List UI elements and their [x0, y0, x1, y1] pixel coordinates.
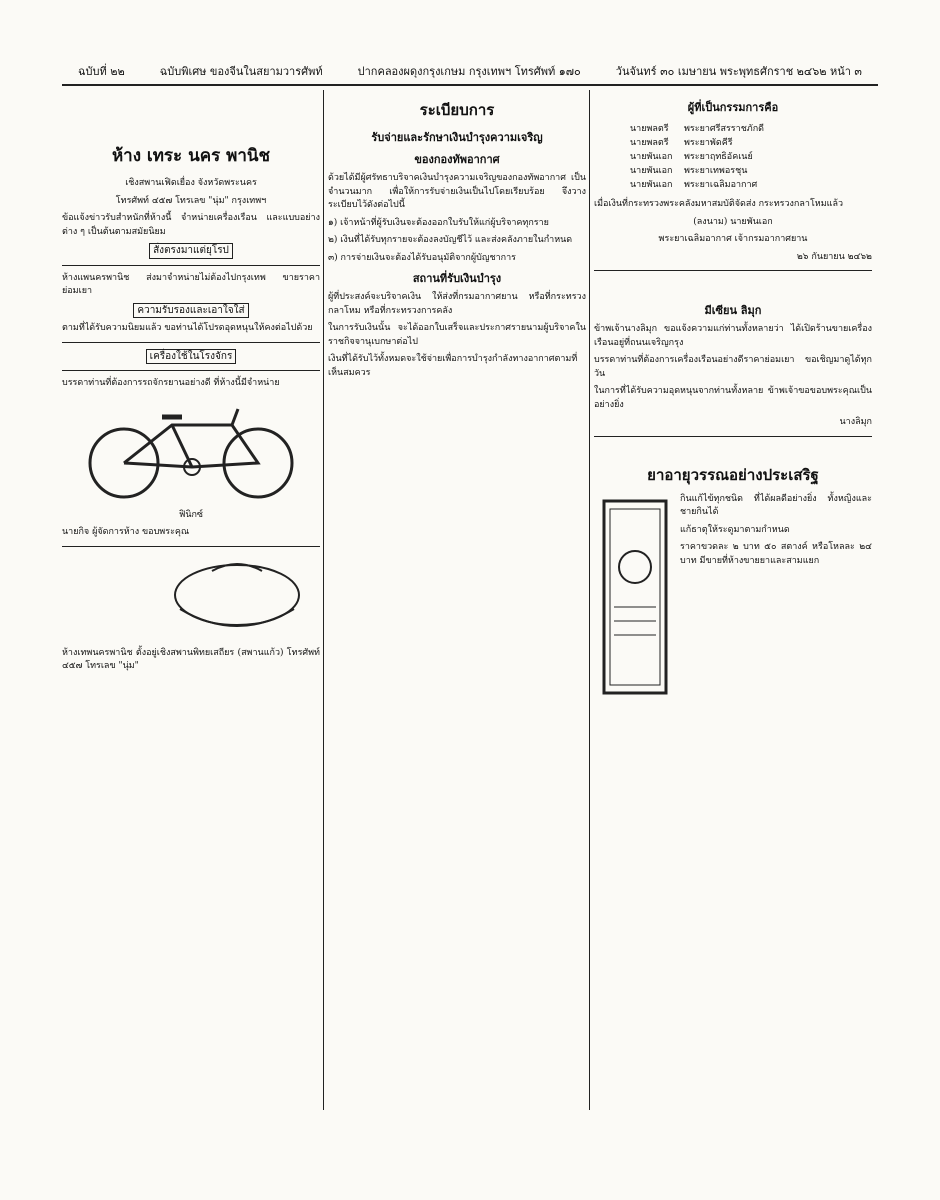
committee-title: ผู้ที่เป็นกรรมการคือ	[687, 101, 779, 114]
signature-line-1: (ลงนาม) นายพันเอก	[693, 216, 773, 227]
bicycle-brand: ฟินิกซ์	[178, 509, 204, 520]
store-footer: ห้างเทพนครพานิช ตั้งอยู่เชิงสพานพิทยเสถียร (สพานแก้ว) โทรศัพท์ ๔๕๗ โทรเลข "นุ่ม"	[62, 647, 320, 671]
store-paragraph-2: ห้างแพนครพานิช ส่งมาจำหน่ายไม่ต้องไปกรุงเทพ ขายราคาย่อมเยา	[62, 272, 320, 296]
list-item: นายพลตรี พระยาศรีสรราชภักดี	[630, 124, 765, 134]
publisher-address: ปากคลองผดุงกรุงเกษม กรุงเทพฯ โทรศัพท์ ๑๗๐	[357, 65, 581, 78]
regulation-subtitle: รับจ่ายและรักษาเงินบำรุงความเจริญ	[371, 131, 543, 144]
divider	[62, 265, 320, 266]
signature-line-2: พระยาเฉลิมอากาศ เจ้ากรมอากาศยาน	[658, 234, 808, 244]
column-divider-2	[589, 90, 590, 1110]
manager-note: นายกิจ ผู้จัดการห้าง ขอบพระคุณ	[62, 527, 190, 537]
list-item: นายพันเอก พระยาเฉลิมอากาศ	[630, 180, 758, 190]
regulation-paragraph-5: ผู้ที่ประสงค์จะบริจาคเงิน ให้ส่งที่กรมอากาศยาน หรือที่กระทรวงกลาโหม หรือที่กระทรวงการคลัง	[328, 292, 586, 316]
column-left	[62, 94, 320, 1110]
notice-paragraph-1: ข้าพเจ้านางลิมุก ขอแจ้งความแก่ท่านทั้งหลายว่า ได้เปิดร้านขายเครื่องเรือนอยู่ที่ถนนเจริญกรุง	[594, 324, 872, 348]
regulation-subhead: สถานที่รับเงินบำรุง	[412, 272, 502, 285]
store-address: เชิงสพานเฟิดเยื่อง จังหวัดพระนคร	[125, 178, 257, 188]
volume-number: ฉบับที่ ๒๒	[78, 65, 125, 78]
notice-paragraph-2: บรรดาท่านที่ต้องการเครื่องเรือนอย่างดีราคาย่อมเยา ขอเชิญมาดูได้ทุกวัน	[594, 355, 872, 379]
notice-title: มีเซียน ลิมุก	[704, 304, 762, 317]
list-item: นายพันเอก พระยาฤทธิอัคเนย์	[630, 152, 753, 162]
store-telephone: โทรศัพท์ ๔๕๗ โทรเลข "นุ่ม" กรุงเทพฯ	[115, 195, 267, 206]
boxed-phrase-3: เครื่องใช้ในโรงจักร	[146, 349, 237, 365]
divider	[62, 342, 320, 343]
regulation-paragraph-6: ในการรับเงินนั้น จะได้ออกใบเสร็จและประกาศรายนามผู้บริจาคในราชกิจจานุเบกษาต่อไป	[328, 323, 586, 347]
column-center	[328, 94, 586, 1110]
signature-date: ๒๖ กันยายน ๒๔๖๒	[796, 251, 872, 262]
medicine-ad-line-1: กินแก้ไข้ทุกชนิด ที่ได้ผลดีอย่างยิ่ง ทั้งหญิงและชายกินได้	[680, 493, 872, 517]
column-divider-1	[323, 90, 324, 1110]
medicine-bottle-illustration	[598, 497, 672, 697]
medicine-ad-line-3: ราคาขวดละ ๒ บาท ๕๐ สตางค์ หรือโหลละ ๒๔ บาท มีขายที่ห้างขายยาและสามแยก	[680, 542, 872, 566]
page-header	[78, 62, 862, 80]
list-item: นายพลตรี พระยาพัดคีรี	[630, 138, 733, 148]
regulation-subtitle-2: ของกองทัพอากาศ	[414, 153, 500, 166]
committee-paragraph: เมื่อเงินที่กระทรวงพระคลังมหาสมบัติจัดส่ง กระทรวงกลาโหมแล้ว	[594, 199, 844, 209]
regulation-paragraph-2: ๑) เจ้าหน้าที่ผู้รับเงินจะต้องออกใบรับให้แก่ผู้บริจาคทุกราย	[328, 217, 549, 228]
divider	[594, 436, 872, 437]
store-title: ห้าง เทระ นคร พานิช	[111, 146, 271, 166]
store-intro: ข้อแจ้งข่าวรับสำหนักที่ห้างนี้ จำหน่ายเครื่องเรือน และแบบอย่างต่าง ๆ เป็นต้นตามสมัยนิยม	[62, 213, 320, 237]
list-item: นายพันเอก พระยาเทพอรชุน	[630, 166, 748, 176]
store-paragraph-3: ตามที่ได้รับความนิยมแล้ว ขอท่านได้โปรดอุดหนุนให้คงต่อไปด้วย	[62, 323, 313, 333]
issue-date: วันจันทร์ ๓๐ เมษายน พระพุทธศักราช ๒๔๖๒ หน้า ๓	[615, 65, 862, 78]
pot-illustration	[62, 553, 320, 643]
divider	[62, 370, 320, 371]
divider	[62, 546, 320, 547]
boxed-phrase-1: สั่งตรงมาแต่ยุโรป	[149, 243, 233, 259]
divider	[594, 270, 872, 271]
header-rule	[62, 84, 878, 86]
bicycle-ad-text: บรรดาท่านที่ต้องการรถจักรยานอย่างดี ที่ห้างนี้มีจำหน่าย	[62, 378, 280, 388]
edition-label: ฉบับพิเศษ ของจีนในสยามวารศัพท์	[159, 65, 323, 78]
medicine-ad-line-2: แก้ธาตุให้ระดูมาตามกำหนด	[680, 524, 790, 535]
boxed-phrase-2: ความรับรองและเอาใจใส่	[133, 303, 248, 319]
regulation-paragraph-4: ๓) การจ่ายเงินจะต้องได้รับอนุมัติจากผู้บัญชาการ	[328, 252, 517, 263]
committee-list	[630, 122, 872, 192]
notice-signature: นางลิมุก	[839, 417, 872, 427]
medicine-ad-title: ยาอายุวรรณอย่างประเสริฐ	[647, 465, 819, 484]
regulation-paragraph-3: ๒) เงินที่ได้รับทุกรายจะต้องลงบัญชีไว้ และส่งคลังภายในกำหนด	[328, 235, 573, 245]
regulation-title: ระเบียบการ	[419, 101, 495, 119]
column-right	[594, 94, 872, 1110]
bicycle-illustration	[62, 395, 320, 505]
regulation-paragraph-1: ด้วยได้มีผู้ศรัทธาบริจาคเงินบำรุงความเจริญของกองทัพอากาศ เป็นจำนวนมาก เพื่อให้การรับจ่ายเงินเป็นไปโดยเรียบร้อย จึงวางระเบียบไว้ดังต่อไปนี้	[328, 173, 586, 210]
regulation-paragraph-7: เงินที่ได้รับไว้ทั้งหมดจะใช้จ่ายเพื่อการบำรุงกำลังทางอากาศตามที่เห็นสมควร	[328, 354, 578, 378]
notice-paragraph-3: ในการที่ได้รับความอุดหนุนจากท่านทั้งหลาย ข้าพเจ้าขอขอบพระคุณเป็นอย่างยิ่ง	[594, 386, 872, 410]
